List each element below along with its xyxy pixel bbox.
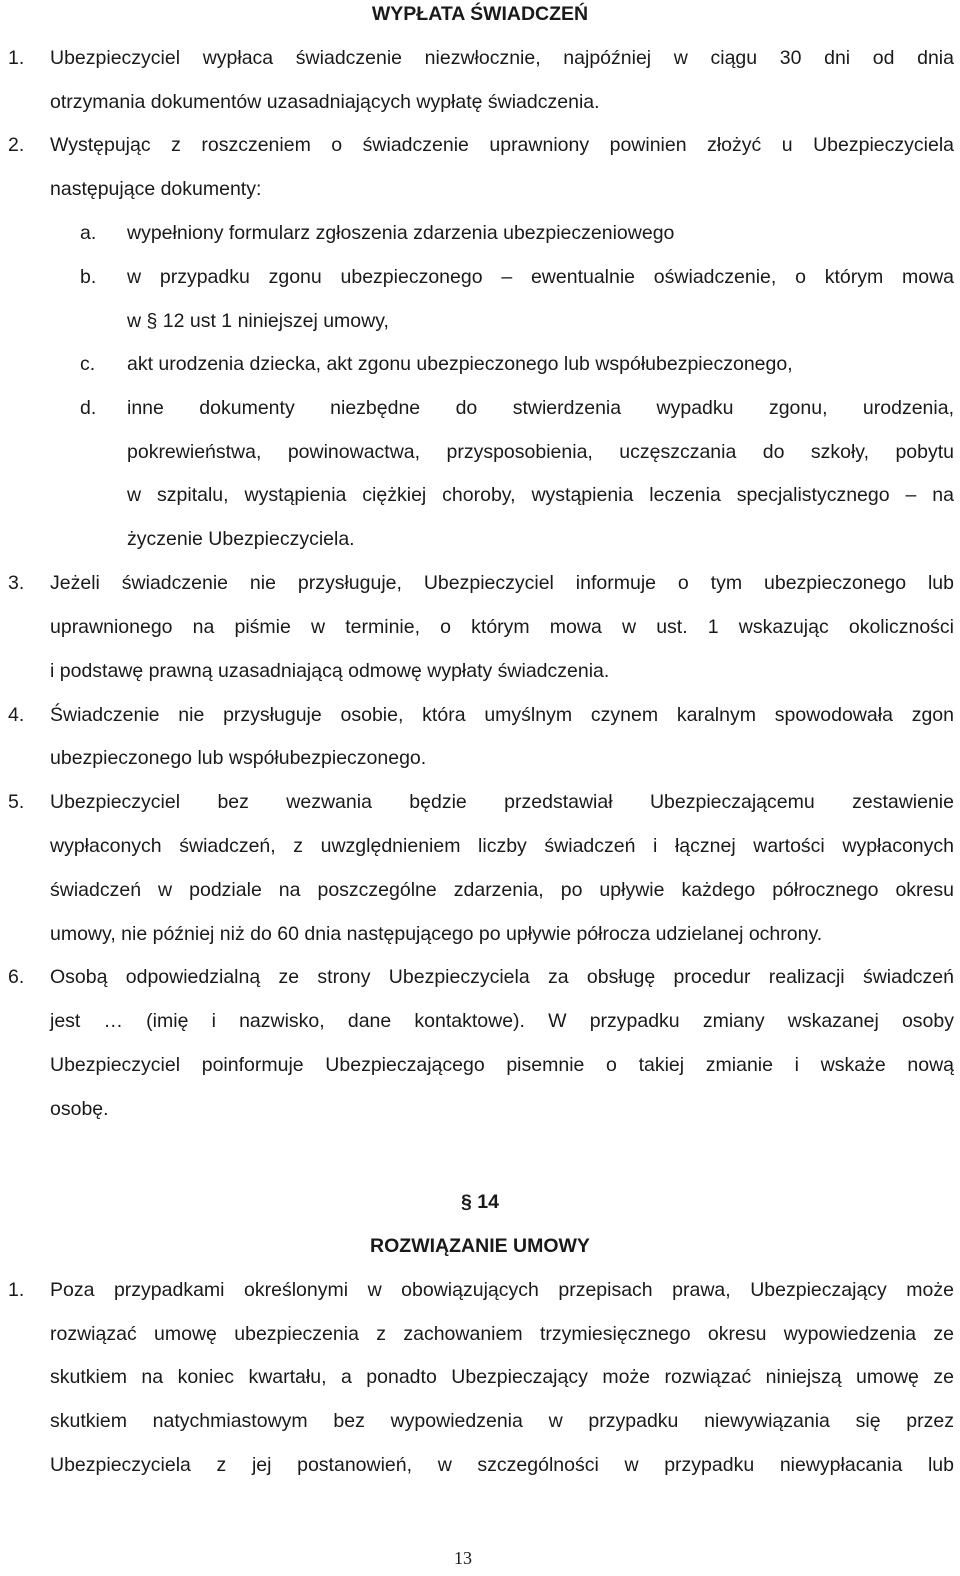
item-line: świadczeń w podziale na poszczególne zdarzenia, po upływie każdego półrocznego okresu [50, 879, 954, 901]
item-number: 4. [8, 704, 25, 726]
item-line: Świadczenie nie przysługuje osobie, która umyślnym czynem karalnym spowodowała zgon [50, 704, 954, 726]
sub-item-line: w przypadku zgonu ubezpieczonego – ewentualnie oświadczenie, o którym mowa [127, 266, 954, 288]
sub-item-letter: a. [80, 222, 97, 244]
item-line: Ubezpieczyciel bez wezwania będzie przedstawiał Ubezpieczającemu zestawienie [50, 791, 954, 813]
item-line: umowy, nie później niż do 60 dnia następującego po upływie półrocza udzielanej ochrony. [50, 923, 823, 945]
item-line: Ubezpieczyciela z jej postanowień, w szczególności w przypadku niewypłacania lub [50, 1454, 954, 1476]
section-number: § 14 [461, 1191, 499, 1213]
item-line: Występując z roszczeniem o świadczenie uprawniony powinien złożyć u Ubezpieczyciela [50, 134, 954, 156]
item-number: 6. [8, 966, 25, 988]
item-line: otrzymania dokumentów uzasadniających wypłatę świadczenia. [50, 91, 600, 113]
sub-item-line: życzenie Ubezpieczyciela. [127, 528, 355, 550]
item-line: Osobą odpowiedzialną ze strony Ubezpieczyciela za obsługę procedur realizacji świadczeń [50, 966, 954, 988]
page-number: 13 [454, 1548, 472, 1568]
item-number: 3. [8, 572, 25, 594]
item-line: osobę. [50, 1098, 109, 1120]
item-line: Poza przypadkami określonymi w obowiązujących przepisach prawa, Ubezpieczający może [50, 1279, 954, 1301]
item-number: 1. [8, 47, 25, 69]
sub-item-line: inne dokumenty niezbędne do stwierdzenia wypadku zgonu, urodzenia, [127, 397, 954, 419]
section-title: WYPŁATA ŚWIADCZEŃ [371, 3, 589, 25]
sub-item-line: w szpitalu, wystąpienia ciężkiej choroby, wystąpienia leczenia specjalistycznego – na [127, 484, 954, 506]
item-number: 5. [8, 791, 25, 813]
item-line: Ubezpieczyciel wypłaca świadczenie niezwłocznie, najpóźniej w ciągu 30 dni od dnia [50, 47, 954, 69]
item-line: rozwiązać umowę ubezpieczenia z zachowaniem trzymiesięcznego okresu wypowiedzenia ze [50, 1323, 954, 1345]
sub-item-letter: c. [80, 353, 96, 375]
sub-item-line: wypełniony formularz zgłoszenia zdarzenia ubezpieczeniowego [127, 222, 675, 244]
item-line: Ubezpieczyciel poinformuje Ubezpieczającego pisemnie o takiej zmianie i wskaże nową [50, 1054, 954, 1076]
item-line: skutkiem na koniec kwartału, a ponadto Ubezpieczający może rozwiązać niniejszą umowę ze [50, 1366, 954, 1388]
sub-item-letter: d. [80, 397, 97, 419]
sub-item-letter: b. [80, 266, 97, 288]
item-line: uprawnionego na piśmie w terminie, o którym mowa w ust. 1 wskazując okoliczności [50, 616, 954, 638]
section-title: ROZWIĄZANIE UMOWY [370, 1235, 590, 1257]
item-line: następujące dokumenty: [50, 178, 262, 200]
item-line: ubezpieczonego lub współubezpieczonego. [50, 747, 427, 769]
sub-item-line: pokrewieństwa, powinowactwa, przysposobienia, uczęszczania do szkoły, pobytu [127, 441, 954, 463]
item-line: skutkiem natychmiastowym bez wypowiedzenia w przypadku niewywiązania się przez [50, 1410, 954, 1432]
sub-item-line: akt urodzenia dziecka, akt zgonu ubezpieczonego lub współubezpieczonego, [127, 353, 793, 375]
item-number: 2. [8, 134, 25, 156]
item-number: 1. [8, 1279, 25, 1301]
sub-item-line: w § 12 ust 1 niniejszej umowy, [127, 310, 389, 332]
item-line: Jeżeli świadczenie nie przysługuje, Ubezpieczyciel informuje o tym ubezpieczonego lub [50, 572, 954, 594]
item-line: jest … (imię i nazwisko, dane kontaktowe). W przypadku zmiany wskazanej osoby [50, 1010, 954, 1032]
item-line: wypłaconych świadczeń, z uwzględnieniem liczby świadczeń i łącznej wartości wypłaconych [50, 835, 954, 857]
item-line: i podstawę prawną uzasadniającą odmowę wypłaty świadczenia. [50, 660, 610, 682]
